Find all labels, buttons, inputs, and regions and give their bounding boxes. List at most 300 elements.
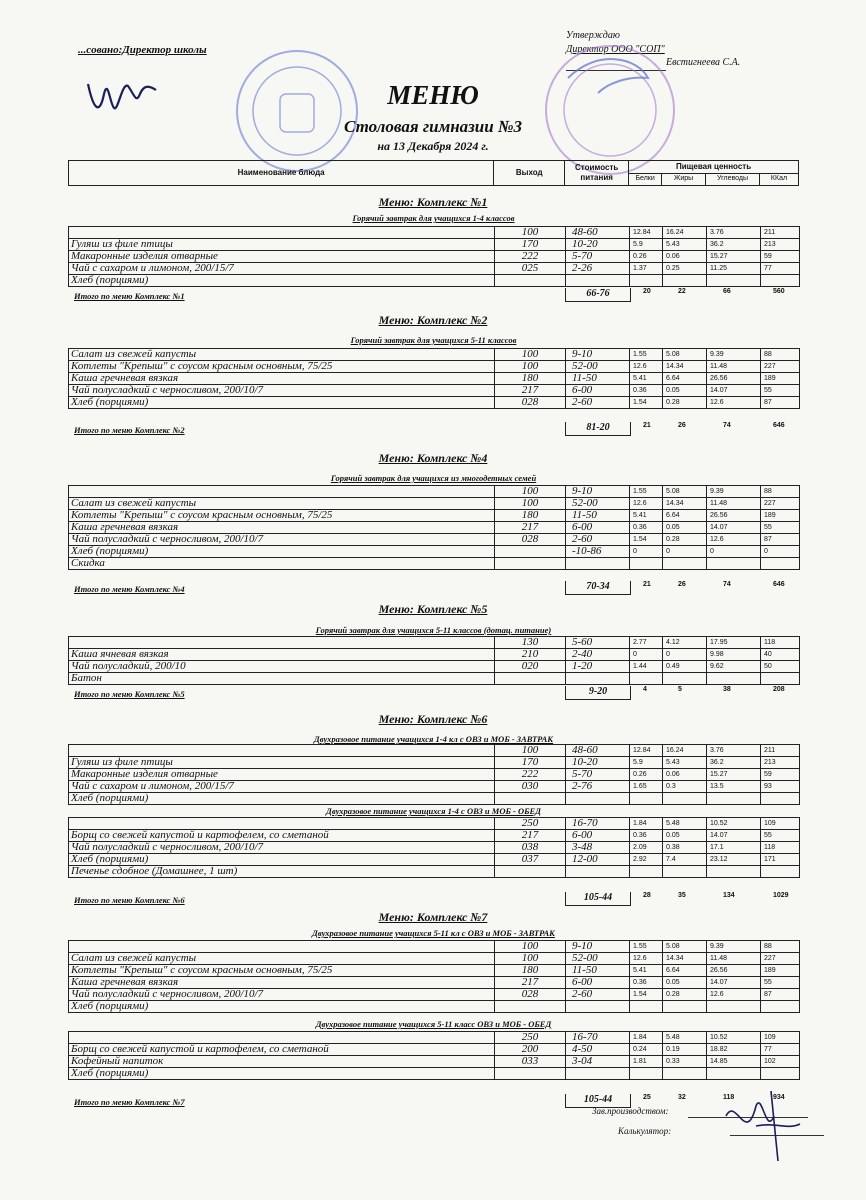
dish-name	[69, 486, 495, 498]
menu-section-title: Меню: Комплекс №7	[378, 910, 488, 924]
menu-section-title: Меню: Комплекс №2	[378, 313, 488, 327]
dish-fats: 4.12	[663, 637, 707, 649]
dish-fats: 0.28	[663, 989, 707, 1001]
dish-output: 217	[495, 522, 566, 534]
dish-kcal: 102	[761, 1056, 800, 1068]
table-row	[69, 275, 800, 287]
dish-name: Котлеты "Крепыш" с соусом красным основным, 75/25	[69, 965, 495, 977]
menu-total-label: Итого по меню Комплекс №6	[74, 895, 185, 905]
dish-fats: 0.28	[663, 534, 707, 546]
menu-section-title: Меню: Комплекс №1	[378, 195, 488, 209]
menu-total-label: Итого по меню Комплекс №4	[74, 584, 185, 594]
dish-kcal: 87	[761, 397, 800, 409]
dish-proteins: 0.26	[630, 769, 663, 781]
dish-kcal: 118	[761, 637, 800, 649]
dish-output: 100	[495, 486, 566, 498]
dish-fats	[663, 1068, 707, 1080]
dish-kcal: 59	[761, 251, 800, 263]
dish-carbs: 12.6	[707, 534, 761, 546]
dish-kcal: 189	[761, 965, 800, 977]
approval-right-line1: Утверждаю	[566, 30, 620, 41]
dish-fats	[663, 558, 707, 570]
dish-kcal: 88	[761, 486, 800, 498]
dish-name: Чай полусладкий с черносливом, 200/10/7	[69, 989, 495, 1001]
dish-output: 020	[495, 661, 566, 673]
dish-carbs	[707, 1001, 761, 1013]
dish-name	[69, 941, 495, 953]
dish-name: Котлеты "Крепыш" с соусом красным основным, 75/25	[69, 361, 495, 373]
table-row	[69, 227, 800, 239]
total-proteins: 4	[643, 686, 647, 693]
dish-proteins: 1.84	[630, 1032, 663, 1044]
dish-kcal: 227	[761, 361, 800, 373]
total-proteins: 21	[643, 581, 651, 588]
dish-cost	[566, 866, 630, 878]
dish-kcal: 211	[761, 227, 800, 239]
dish-output	[495, 275, 566, 287]
total-fats: 35	[678, 892, 686, 899]
table-row	[69, 673, 800, 685]
dish-output: 028	[495, 989, 566, 1001]
dish-proteins: 1.84	[630, 818, 663, 830]
dish-proteins: 0.26	[630, 251, 663, 263]
dish-name: Чай полусладкий с черносливом, 200/10/7	[69, 842, 495, 854]
dish-output: 033	[495, 1056, 566, 1068]
menu-section-subtitle: Горячий завтрак для учащихся 5-11 классов	[350, 335, 517, 345]
dish-cost: 11-50	[566, 510, 630, 522]
dish-carbs: 23.12	[707, 854, 761, 866]
dish-proteins: 1.44	[630, 661, 663, 673]
dish-kcal: 55	[761, 385, 800, 397]
dish-fats: 0.25	[663, 263, 707, 275]
table-row	[69, 1032, 800, 1044]
dish-proteins: 12.84	[630, 745, 663, 757]
dish-output: 028	[495, 397, 566, 409]
dish-fats: 0.19	[663, 1044, 707, 1056]
dish-kcal: 87	[761, 989, 800, 1001]
dish-kcal: 213	[761, 239, 800, 251]
dish-proteins	[630, 793, 663, 805]
dish-proteins: 0.24	[630, 1044, 663, 1056]
dish-fats: 5.08	[663, 486, 707, 498]
dish-proteins	[630, 275, 663, 287]
menu-total-row	[68, 581, 799, 594]
dish-carbs	[707, 793, 761, 805]
dish-proteins	[630, 558, 663, 570]
dish-cost: 52-00	[566, 498, 630, 510]
dish-proteins: 0.36	[630, 977, 663, 989]
dish-proteins: 1.54	[630, 534, 663, 546]
dish-proteins: 5.9	[630, 239, 663, 251]
total-fats: 26	[678, 422, 686, 429]
dish-fats: 0.05	[663, 522, 707, 534]
dish-fats: 14.34	[663, 953, 707, 965]
dish-output: 222	[495, 251, 566, 263]
dish-output: 210	[495, 649, 566, 661]
dish-name	[69, 745, 495, 757]
dish-kcal: 189	[761, 510, 800, 522]
menu-total-cost: 81-20	[565, 422, 631, 436]
dish-fats: 5.08	[663, 941, 707, 953]
dish-output	[495, 1001, 566, 1013]
dish-fats: 0.05	[663, 977, 707, 989]
total-proteins: 21	[643, 422, 651, 429]
dish-output: 025	[495, 263, 566, 275]
dish-cost: 2-26	[566, 263, 630, 275]
dish-kcal: 213	[761, 757, 800, 769]
total-proteins: 20	[643, 288, 651, 295]
dish-kcal: 40	[761, 649, 800, 661]
dish-kcal	[761, 275, 800, 287]
table-row	[69, 385, 800, 397]
dish-proteins	[630, 1001, 663, 1013]
table-row	[69, 953, 800, 965]
dish-name: Хлеб (порциями)	[69, 546, 495, 558]
menu-total-cost: 105-44	[565, 1094, 631, 1108]
dish-cost: 2-60	[566, 989, 630, 1001]
menu-total-label: Итого по меню Комплекс №2	[74, 425, 185, 435]
dish-fats: 0.3	[663, 781, 707, 793]
dish-fats: 0.05	[663, 385, 707, 397]
dish-proteins: 0.36	[630, 385, 663, 397]
dish-cost: 11-50	[566, 373, 630, 385]
dish-output: 250	[495, 818, 566, 830]
dish-name: Хлеб (порциями)	[69, 854, 495, 866]
dish-cost: 2-60	[566, 397, 630, 409]
dish-kcal: 55	[761, 830, 800, 842]
header-cost: Стоимость питания	[565, 161, 629, 186]
table-row	[69, 349, 800, 361]
table-row	[69, 745, 800, 757]
table-row	[69, 1044, 800, 1056]
dish-cost: 16-70	[566, 1032, 630, 1044]
dish-kcal: 227	[761, 953, 800, 965]
table-row	[69, 397, 800, 409]
menu-section-title: Меню: Комплекс №5	[378, 602, 488, 616]
dish-cost: 11-50	[566, 965, 630, 977]
total-kcal: 208	[773, 686, 785, 693]
calculator-label: Калькулятор:	[618, 1126, 672, 1136]
dish-name: Хлеб (порциями)	[69, 1001, 495, 1013]
dish-kcal	[761, 673, 800, 685]
dish-kcal: 227	[761, 498, 800, 510]
dish-fats: 5.48	[663, 1032, 707, 1044]
dish-name: Скидка	[69, 558, 495, 570]
dish-cost: 48-60	[566, 745, 630, 757]
dish-name: Чай с сахаром и лимоном, 200/15/7	[69, 263, 495, 275]
dish-kcal: 88	[761, 941, 800, 953]
total-fats: 5	[678, 686, 682, 693]
dish-fats: 16.24	[663, 745, 707, 757]
table-row	[69, 941, 800, 953]
dish-output: 100	[495, 745, 566, 757]
dish-cost: 48-60	[566, 227, 630, 239]
menu-total-row	[68, 1094, 799, 1107]
dish-output	[495, 558, 566, 570]
dish-output	[495, 1068, 566, 1080]
dish-proteins: 0	[630, 649, 663, 661]
dish-name: Кофейный напиток	[69, 1056, 495, 1068]
table-row	[69, 1056, 800, 1068]
dish-kcal: 55	[761, 977, 800, 989]
dish-cost: 5-60	[566, 637, 630, 649]
page-title: МЕНЮ	[387, 80, 479, 110]
menu-section-subtitle-2: Двухразовое питание учащихся 5-11 класс ОВЗ и МОБ - ОБЕД	[315, 1019, 552, 1029]
dish-name	[69, 637, 495, 649]
dish-fats: 0.33	[663, 1056, 707, 1068]
dish-cost: 3-04	[566, 1056, 630, 1068]
dish-carbs: 10.52	[707, 818, 761, 830]
dish-output	[495, 793, 566, 805]
dish-kcal: 118	[761, 842, 800, 854]
dish-fats: 0.05	[663, 830, 707, 842]
total-carbs: 66	[723, 288, 731, 295]
menu-table	[68, 348, 800, 409]
dish-fats: 0.06	[663, 769, 707, 781]
approval-left-label: ...сoвано:Директор школы	[78, 44, 207, 56]
dish-fats: 14.34	[663, 498, 707, 510]
total-carbs: 74	[723, 581, 731, 588]
header-name: Наименование блюда	[69, 161, 494, 186]
dish-carbs: 36.2	[707, 239, 761, 251]
dish-fats: 14.34	[663, 361, 707, 373]
dish-name: Салат из свежей капусты	[69, 953, 495, 965]
table-row	[69, 965, 800, 977]
dish-output: 222	[495, 769, 566, 781]
dish-output: 180	[495, 965, 566, 977]
dish-name	[69, 818, 495, 830]
menu-total-row	[68, 288, 799, 301]
total-fats: 32	[678, 1094, 686, 1101]
dish-name: Хлеб (порциями)	[69, 275, 495, 287]
dish-proteins: 5.41	[630, 965, 663, 977]
dish-cost	[566, 673, 630, 685]
dish-output: 217	[495, 385, 566, 397]
menu-table-2	[68, 817, 800, 878]
dish-proteins: 0.36	[630, 522, 663, 534]
table-row	[69, 842, 800, 854]
table-row	[69, 989, 800, 1001]
dish-carbs: 14.07	[707, 385, 761, 397]
table-row	[69, 637, 800, 649]
dish-output: 100	[495, 349, 566, 361]
total-carbs: 38	[723, 686, 731, 693]
header-nutrition: Пищевая ценность	[629, 161, 799, 174]
dish-proteins	[630, 1068, 663, 1080]
dish-fats	[663, 1001, 707, 1013]
dish-proteins: 5.9	[630, 757, 663, 769]
dish-cost: 9-10	[566, 349, 630, 361]
dish-cost: 5-70	[566, 769, 630, 781]
dish-carbs: 13.5	[707, 781, 761, 793]
total-carbs: 118	[723, 1094, 735, 1101]
menu-section-subtitle: Горячий завтрак для учащихся 1-4 классов	[352, 213, 515, 223]
dish-cost: 1-20	[566, 661, 630, 673]
production-label: Зав.производством:	[592, 1106, 669, 1116]
page-date: на 13 Декабря 2024 г.	[377, 139, 489, 153]
dish-name: Салат из свежей капусты	[69, 498, 495, 510]
menu-table	[68, 744, 800, 805]
dish-proteins: 0.36	[630, 830, 663, 842]
dish-cost	[566, 1001, 630, 1013]
dish-cost	[566, 1068, 630, 1080]
dish-carbs: 12.6	[707, 397, 761, 409]
dish-cost: 6-00	[566, 977, 630, 989]
dish-kcal: 55	[761, 522, 800, 534]
dish-name: Макаронные изделия отварные	[69, 769, 495, 781]
header-carbs: Углеводы	[706, 173, 760, 186]
table-row	[69, 757, 800, 769]
dish-name: Батон	[69, 673, 495, 685]
dish-kcal: 59	[761, 769, 800, 781]
dish-output: 217	[495, 830, 566, 842]
header-proteins: Белки	[629, 173, 662, 186]
dish-cost: 6-00	[566, 385, 630, 397]
dish-proteins: 2.77	[630, 637, 663, 649]
dish-carbs	[707, 1068, 761, 1080]
dish-carbs: 14.07	[707, 830, 761, 842]
table-row	[69, 793, 800, 805]
dish-kcal	[761, 558, 800, 570]
dish-output	[495, 866, 566, 878]
dish-name	[69, 1032, 495, 1044]
table-row	[69, 1068, 800, 1080]
dish-proteins: 2.92	[630, 854, 663, 866]
dish-output: 100	[495, 361, 566, 373]
total-kcal: 646	[773, 422, 785, 429]
dish-fats: 6.64	[663, 373, 707, 385]
dish-name: Печенье сдобное (Домашнее, 1 шт)	[69, 866, 495, 878]
table-row	[69, 251, 800, 263]
dish-name: Чай полусладкий, 200/10	[69, 661, 495, 673]
dish-name	[69, 227, 495, 239]
dish-name: Салат из свежей капусты	[69, 349, 495, 361]
menu-section-subtitle: Горячий завтрак для учащихся из многодетных семей	[330, 473, 537, 483]
dish-kcal: 77	[761, 263, 800, 275]
dish-cost: 2-60	[566, 534, 630, 546]
dish-cost: 16-70	[566, 818, 630, 830]
dish-proteins: 12.6	[630, 953, 663, 965]
dish-cost: 6-00	[566, 522, 630, 534]
dish-carbs: 26.56	[707, 373, 761, 385]
table-row	[69, 854, 800, 866]
menu-total-label: Итого по меню Комплекс №1	[74, 291, 185, 301]
dish-carbs: 17.1	[707, 842, 761, 854]
menu-table	[68, 226, 800, 287]
footer-signature-icon	[716, 1086, 806, 1166]
dish-proteins: 1.55	[630, 486, 663, 498]
dish-output	[495, 673, 566, 685]
dish-fats: 0.28	[663, 397, 707, 409]
dish-kcal: 189	[761, 373, 800, 385]
dish-carbs: 9.39	[707, 486, 761, 498]
dish-proteins: 1.55	[630, 349, 663, 361]
table-row	[69, 830, 800, 842]
dish-fats: 6.64	[663, 965, 707, 977]
dish-name: Гуляш из филе птицы	[69, 239, 495, 251]
dish-name: Макаронные изделия отварные	[69, 251, 495, 263]
dish-proteins: 1.81	[630, 1056, 663, 1068]
dish-carbs: 9.98	[707, 649, 761, 661]
dish-carbs: 3.76	[707, 227, 761, 239]
dish-carbs: 14.07	[707, 522, 761, 534]
dish-carbs: 9.62	[707, 661, 761, 673]
menu-total-cost: 70-34	[565, 581, 631, 595]
dish-name: Чай полусладкий с черносливом, 200/10/7	[69, 385, 495, 397]
total-kcal: 1029	[773, 892, 789, 899]
dish-output	[495, 546, 566, 558]
dish-output: 180	[495, 373, 566, 385]
dish-name: Чай с сахаром и лимоном, 200/15/7	[69, 781, 495, 793]
header-fats: Жиры	[662, 173, 706, 186]
menu-total-label: Итого по меню Комплекс №7	[74, 1097, 185, 1107]
dish-fats: 5.43	[663, 239, 707, 251]
menu-table	[68, 940, 800, 1013]
dish-name: Хлеб (порциями)	[69, 397, 495, 409]
dish-output: 170	[495, 757, 566, 769]
dish-output: 200	[495, 1044, 566, 1056]
dish-fats: 0	[663, 649, 707, 661]
table-row	[69, 558, 800, 570]
dish-proteins: 5.41	[630, 510, 663, 522]
dish-output: 100	[495, 227, 566, 239]
total-fats: 22	[678, 288, 686, 295]
menu-section-subtitle: Двухразовое питание учащихся 1-4 кл с ОВЗ и МОБ - ЗАВТРАК	[313, 734, 554, 744]
dish-fats: 16.24	[663, 227, 707, 239]
dish-kcal	[761, 1068, 800, 1080]
table-row	[69, 769, 800, 781]
dish-cost: -10-86	[566, 546, 630, 558]
menu-total-label: Итого по меню Комплекс №5	[74, 689, 185, 699]
dish-kcal	[761, 793, 800, 805]
dish-output: 038	[495, 842, 566, 854]
dish-kcal	[761, 1001, 800, 1013]
table-row	[69, 649, 800, 661]
dish-cost: 9-10	[566, 941, 630, 953]
dish-proteins: 1.37	[630, 263, 663, 275]
menu-table	[68, 485, 800, 570]
dish-carbs: 9.39	[707, 349, 761, 361]
dish-output: 100	[495, 941, 566, 953]
dish-carbs: 11.48	[707, 498, 761, 510]
dish-proteins: 0	[630, 546, 663, 558]
approval-right-name: Евстигнеева С.А.	[666, 57, 741, 68]
dish-carbs: 11.25	[707, 263, 761, 275]
table-row	[69, 239, 800, 251]
dish-cost	[566, 558, 630, 570]
dish-kcal: 109	[761, 818, 800, 830]
dish-fats	[663, 866, 707, 878]
table-row	[69, 1001, 800, 1013]
dish-carbs: 18.82	[707, 1044, 761, 1056]
dish-name: Гуляш из филе птицы	[69, 757, 495, 769]
dish-carbs: 11.48	[707, 361, 761, 373]
dish-carbs: 26.56	[707, 510, 761, 522]
dish-kcal: 87	[761, 534, 800, 546]
dish-fats	[663, 673, 707, 685]
table-row	[69, 510, 800, 522]
dish-cost: 6-00	[566, 830, 630, 842]
dish-name: Каша гречневая вязкая	[69, 977, 495, 989]
dish-kcal	[761, 866, 800, 878]
dish-fats: 0	[663, 546, 707, 558]
table-row	[69, 546, 800, 558]
dish-kcal: 171	[761, 854, 800, 866]
dish-fats: 0.49	[663, 661, 707, 673]
dish-fats	[663, 793, 707, 805]
dish-cost: 4-50	[566, 1044, 630, 1056]
menu-section-subtitle: Горячий завтрак для учащихся 5-11 классов (дотац. питание)	[315, 625, 552, 635]
